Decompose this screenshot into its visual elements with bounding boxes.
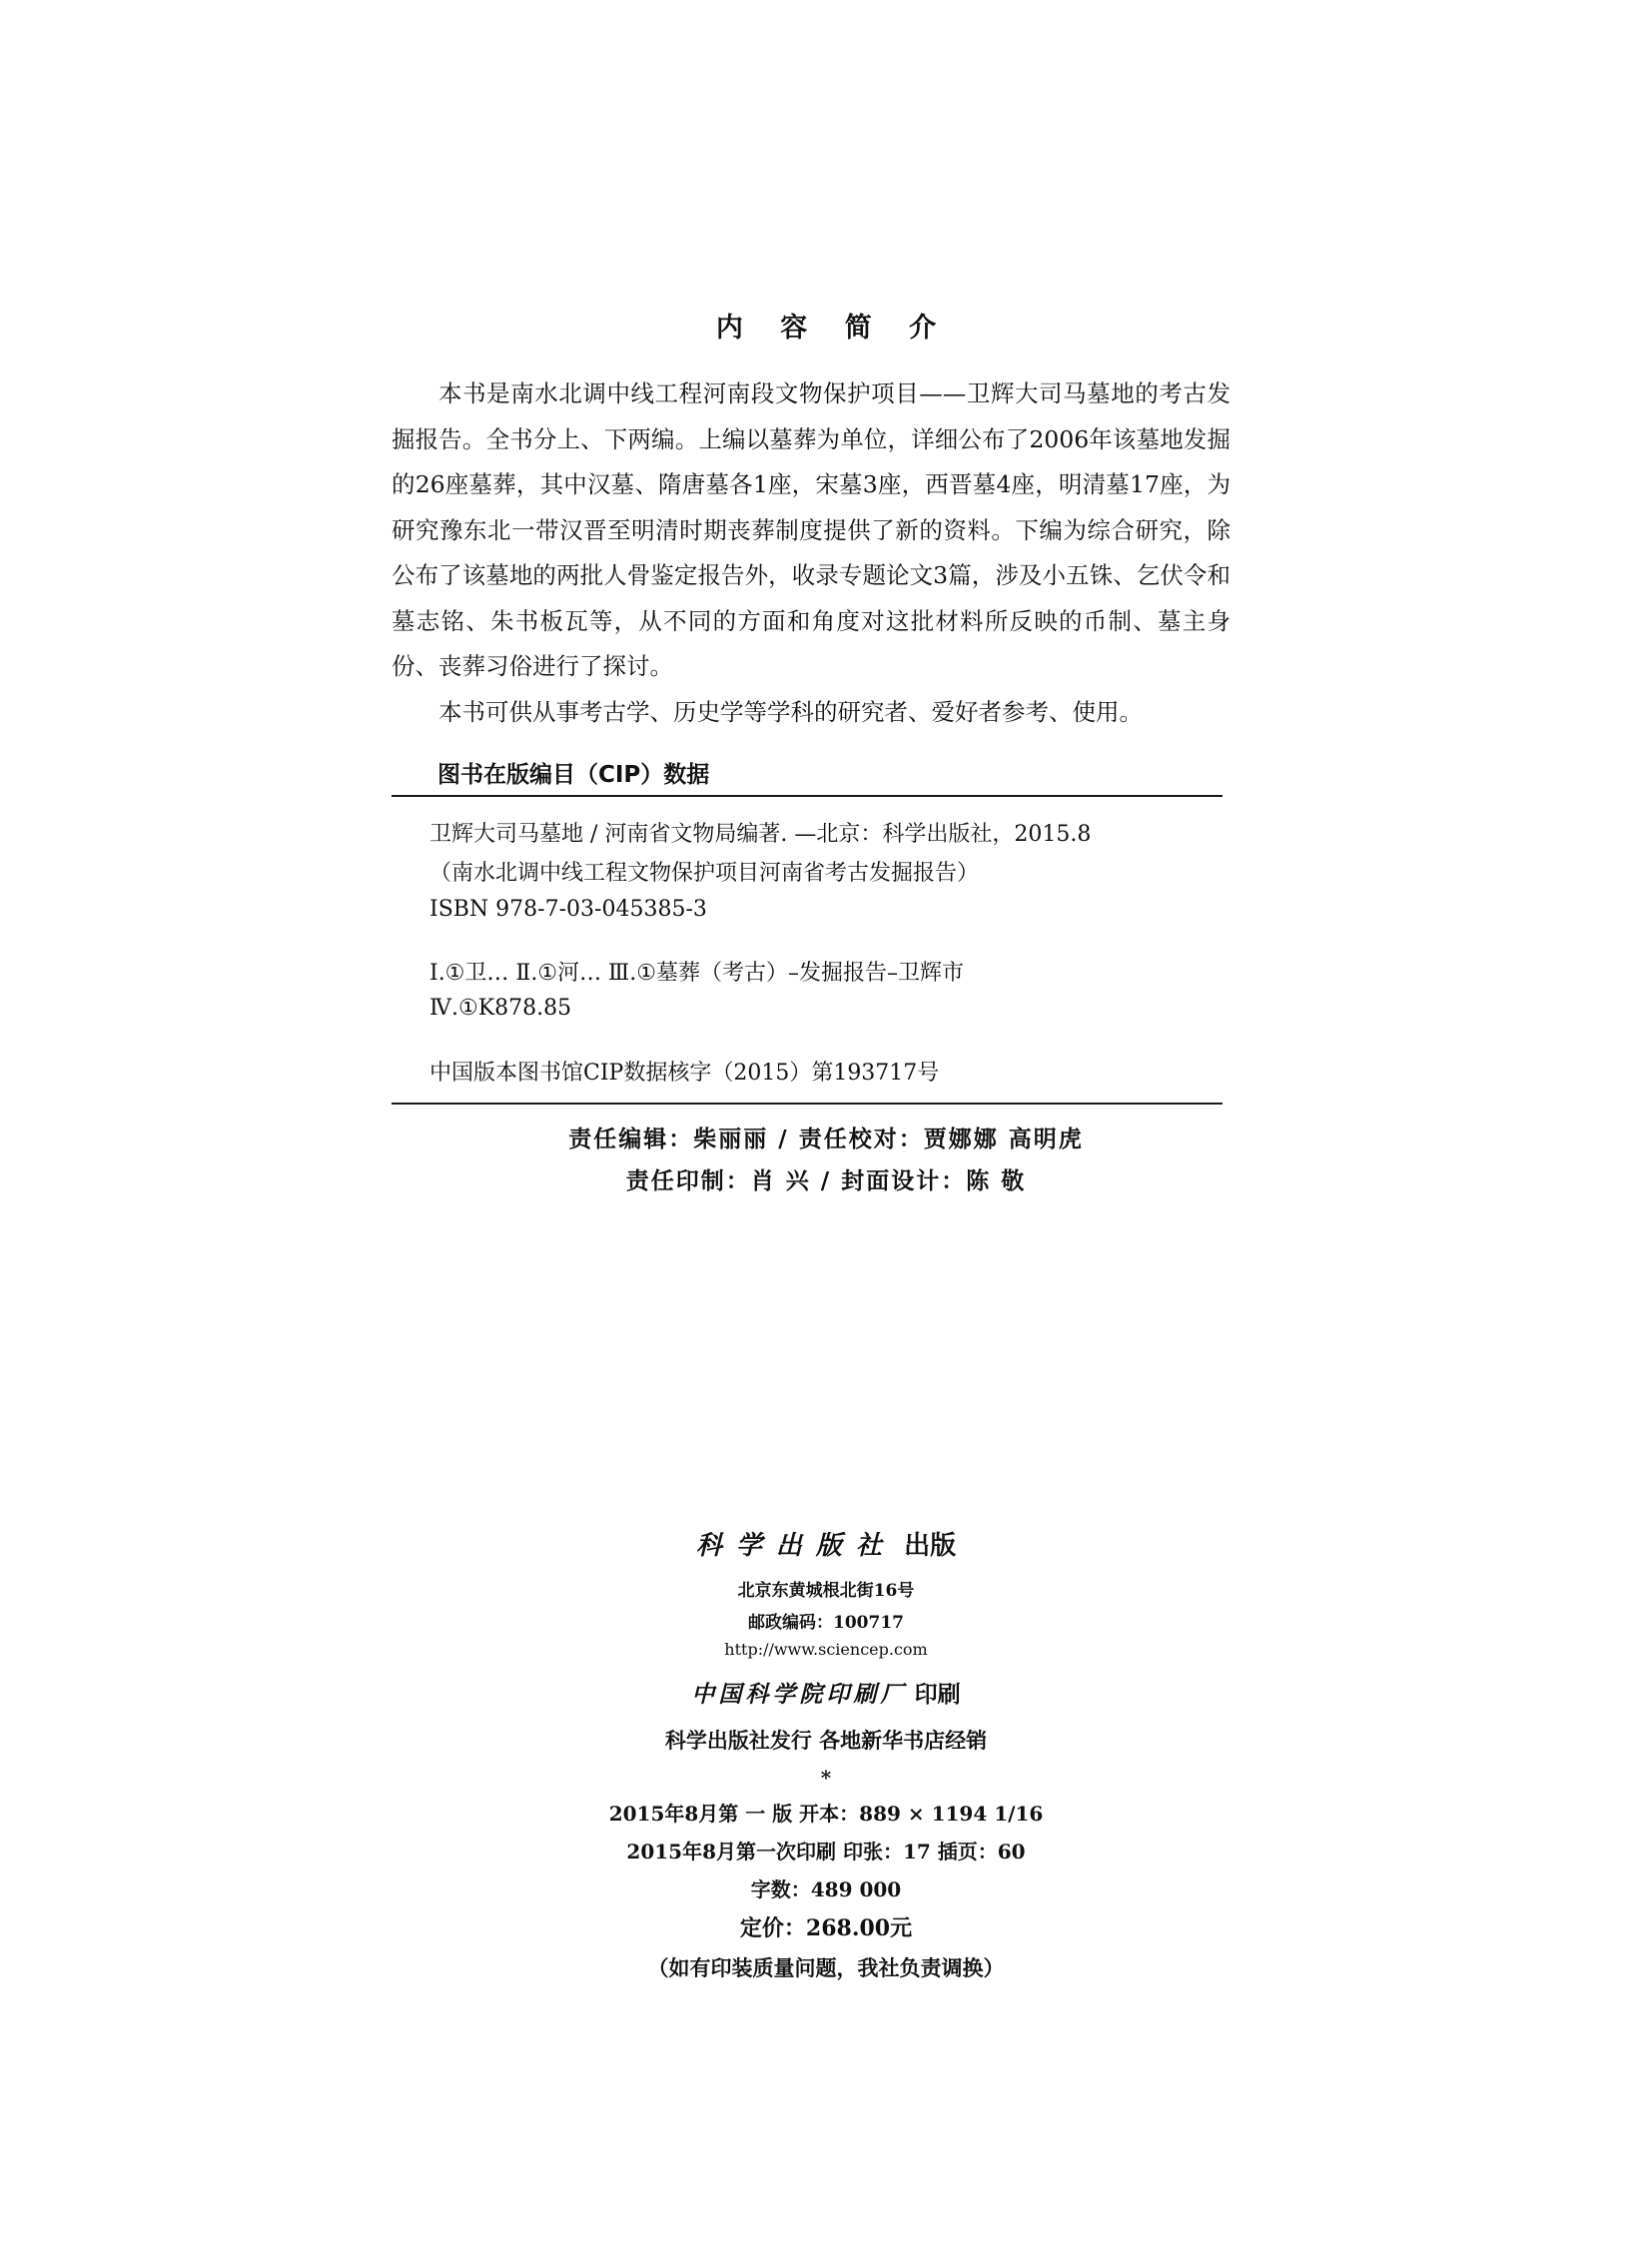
publisher-address: 北京东黄城根北街16号 — [737, 1581, 915, 1601]
intro-section — [392, 372, 1231, 735]
cip-isbn: ISBN 978-7-03-045385-3 — [429, 897, 707, 922]
intro-paragraph: 本书可供从事考古学、历史学等学科的研究者、爱好者参考、使用。 — [438, 697, 1143, 726]
staff-production: 责任印制：肖 兴 / 封面设计：陈 敬 — [625, 1167, 1027, 1194]
page-title: 内 容 简 介 — [715, 313, 951, 344]
distribution-line: 科学出版社发行 各地新华书店经销 — [664, 1728, 988, 1753]
printer-name: 中国科学院印刷厂 — [691, 1681, 908, 1708]
cip-series-line: （南水北调中线工程文物保护项目河南省考古发掘报告） — [429, 861, 980, 886]
publisher-url: http://www.sciencep.com — [724, 1640, 928, 1659]
publisher-action: 出版 — [904, 1531, 957, 1561]
edition-line: 2015年8月第 一 版 开本：889 × 1194 1/16 — [608, 1802, 1044, 1826]
printer-line — [0, 1676, 1652, 1709]
cip-bottom-divider — [392, 1103, 1223, 1105]
word-count: 字数：489 000 — [750, 1877, 902, 1901]
printing-line: 2015年8月第一次印刷 印张：17 插页：60 — [626, 1840, 1026, 1864]
publisher-name: 科学出版社 — [695, 1531, 896, 1561]
cip-heading: 图书在版编目（CIP）数据 — [437, 762, 710, 788]
publisher-line — [0, 1525, 1652, 1562]
cip-record-number: 中国版本图书馆CIP数据核字（2015）第193717号 — [429, 1061, 940, 1086]
printer-action: 印刷 — [914, 1681, 961, 1708]
cip-subject-line: Ⅰ.①卫… Ⅱ.①河… Ⅲ.①墓葬（考古）–发掘报告–卫辉市 — [429, 961, 964, 986]
cip-top-divider — [392, 795, 1223, 797]
quality-notice: （如有印装质量问题，我社负责调换） — [647, 1955, 1005, 1980]
cip-title-line: 卫辉大司马墓地 / 河南省文物局编著. —北京：科学出版社，2015.8 — [429, 822, 1092, 847]
intro-paragraph: 本书是南水北调中线工程河南段文物保护项目——卫辉大司马墓地的考古发掘报告。全书分上、下两编。上编以墓葬为单位，详细公布了2006年该墓地发掘的26座墓葬，其中汉墓、隋唐墓各1座，宋墓3座，西晋墓4座，明清墓17座，为研究豫东北一带汉晋至明清时期丧葬制度提供了新的资料。下编为综合研究，除公布了该墓地的两批人骨鉴定报告外，收录专题论文3篇，涉及小五铢、乞伏令和墓志铭、朱书板瓦等，从不同的方面和角度对这批材料所反映的币制、墓主身份、丧葬习俗进行了探讨。 — [392, 379, 1231, 680]
separator-mark: * — [820, 1766, 832, 1790]
cip-classification: Ⅳ.①K878.85 — [429, 996, 572, 1021]
staff-editors: 责任编辑：柴丽丽 / 责任校对：贾娜娜 高明虎 — [568, 1125, 1084, 1152]
publisher-postcode: 邮政编码：100717 — [748, 1613, 904, 1633]
price: 定价：268.00元 — [739, 1915, 913, 1941]
